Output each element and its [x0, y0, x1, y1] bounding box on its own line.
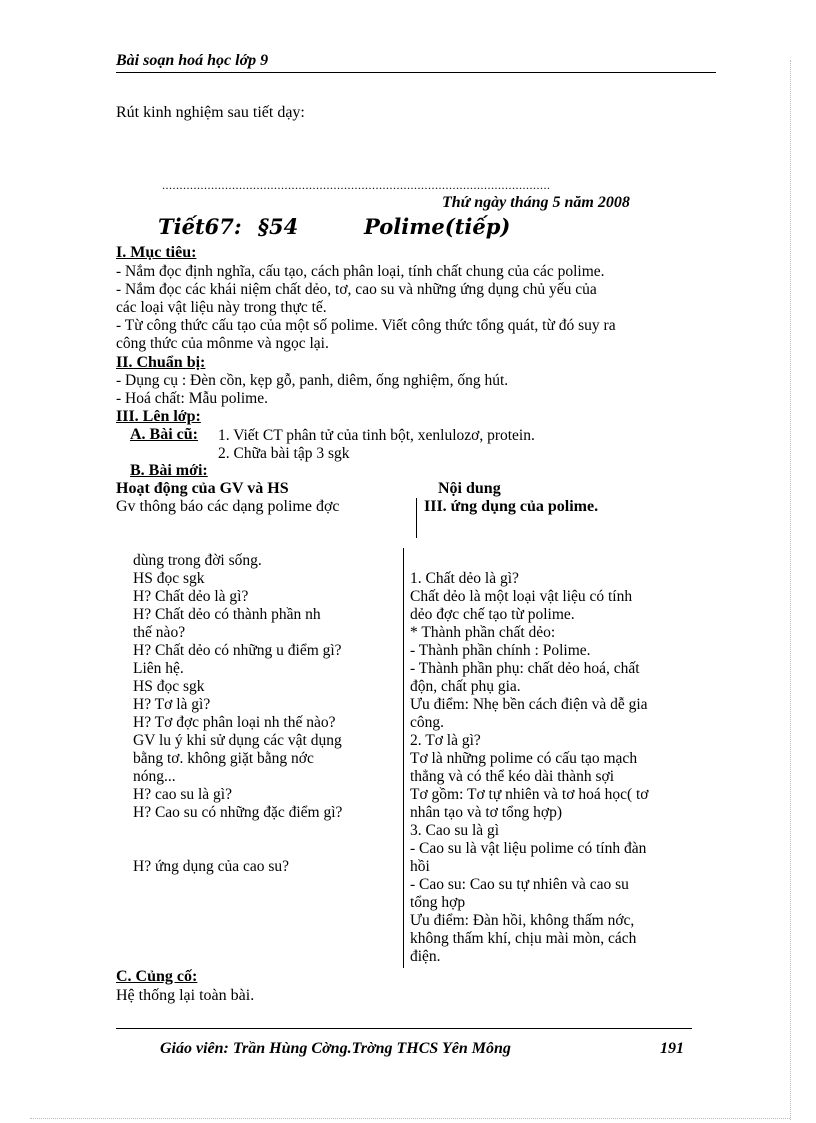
activity-line: H? Tơ đợc phân loại nh thế nào?: [133, 714, 336, 731]
preparation-line: - Dụng cụ : Đèn cồn, kẹp gỗ, panh, diêm, ống nghiệm, ống hút.: [116, 372, 509, 389]
content-column: [410, 552, 649, 966]
header-rule: [116, 72, 716, 73]
preparation-heading: II. Chuẩn bị:: [116, 354, 206, 371]
dotted-line: ...............................................................................................................: [162, 178, 551, 192]
document-header-title: Bài soạn hoá học lớp 9: [116, 52, 269, 69]
content-line: - Thành phần chính : Polime.: [410, 642, 591, 659]
content-line: tổng hợp: [410, 894, 466, 911]
activity-line: nóng...: [133, 768, 176, 785]
content-line: 3. Cao su là gì: [410, 822, 500, 839]
activity-line: HS đọc sgk: [133, 678, 205, 695]
objective-line: công thức của mônme và ngọc lại.: [116, 335, 329, 352]
lesson-number: Tiết67:: [158, 214, 242, 239]
content-line: Tơ là những polime có cấu tạo mạch: [410, 750, 638, 767]
activity-line: H? cao su là gì?: [133, 786, 232, 803]
content-line: - Thành phần phụ: chất dẻo hoá, chất: [410, 660, 640, 677]
old-lesson-list: [218, 427, 535, 463]
content-line: độn, chất phụ gia.: [410, 678, 521, 695]
activity-line: H? Chất dẻo là gì?: [133, 588, 249, 605]
activity-line: H? Cao su có những đặc điểm gì?: [133, 804, 343, 821]
page-number: 191: [660, 1040, 684, 1057]
objective-line: - Nắm đọc các khái niệm chất dẻo, tơ, cao su và những ứng dụng chủ yếu của: [116, 281, 597, 298]
lesson-title: Polime(tiếp): [364, 214, 511, 239]
preparation-line: - Hoá chất: Mẫu polime.: [116, 390, 268, 407]
old-lesson-line: 2. Chữa bài tập 3 sgk: [218, 445, 350, 462]
footer-rule: [116, 1028, 692, 1029]
consolidation-text: Hệ thống lại toàn bài.: [116, 987, 255, 1004]
content-line: - Cao su: Cao su tự nhiên và cao su: [410, 876, 629, 893]
activity-line: H? ứng dụng của cao su?: [133, 858, 290, 875]
activity-line: dùng trong đời sống.: [133, 552, 262, 569]
objectives-heading: I. Mục tiêu:: [116, 244, 197, 261]
activity-line: [133, 840, 342, 858]
old-lesson-label: A. Bài cũ:: [130, 426, 198, 443]
activity-line: bằng tơ. không giặt bằng nớc: [133, 750, 314, 767]
content-line: công.: [410, 714, 445, 731]
activity-line: GV lu ý khi sử dụng các vật dụng: [133, 732, 342, 749]
lesson-section: §54: [258, 214, 299, 239]
column-divider: [403, 548, 404, 968]
activity-line: Liên hệ.: [133, 660, 184, 677]
content-line: 1. Chất dẻo là gì?: [410, 570, 519, 587]
activity-line: H? Tơ là gì?: [133, 696, 211, 713]
table-right-header: Nội dung: [438, 480, 501, 497]
objective-line: các loại vật liệu này trong thực tế.: [116, 299, 327, 316]
content-line: hồi: [410, 858, 430, 875]
content-line: * Thành phần chất dẻo:: [410, 624, 556, 641]
activity-line: [133, 822, 342, 840]
content-line: Chất dẻo là một loại vật liệu có tính: [410, 588, 633, 605]
preparation-list: [116, 372, 508, 408]
activity-line: H? Chất dẻo có thành phần nh: [133, 606, 321, 623]
content-line: Ưu điểm: Nhẹ bền cách điện và dễ gia: [410, 696, 648, 713]
content-line: - Cao su là vật liệu polime có tính đàn: [410, 840, 647, 857]
content-line: Ưu điểm: Đàn hồi, không thấm nớc,: [410, 912, 635, 929]
objective-line: - Từ công thức cấu tạo của một số polime. Viết công thức tổng quát, từ đó suy ra: [116, 317, 616, 334]
content-line: Tơ gồm: Tơ tự nhiên và tơ hoá học( tơ: [410, 786, 649, 803]
footer-teacher: Giáo viên: Trần Hùng Cờng.Trờng THCS Yên Mông: [160, 1040, 511, 1057]
activity-line: H? Chất dẻo có những u điểm gì?: [133, 642, 342, 659]
column-divider-top: [416, 498, 417, 538]
content-line: nhân tạo và tơ tổng hợp): [410, 804, 562, 821]
activity-line: thế nào?: [133, 624, 186, 641]
content-line: dẻo đợc chế tạo từ polime.: [410, 606, 575, 623]
review-label: Rút kinh nghiệm sau tiết dạy:: [116, 104, 305, 121]
table-right-first: III. ứng dụng của polime.: [424, 498, 599, 515]
new-lesson-label: B. Bài mới:: [130, 462, 208, 479]
teacher-activity-column: [133, 552, 342, 876]
table-left-header: Hoạt động của GV và HS: [116, 480, 289, 497]
page-edge-dots-bottom: [30, 1118, 790, 1119]
content-line: 2. Tơ là gì?: [410, 732, 481, 749]
date-line: Thứ ngày tháng 5 năm 2008: [442, 194, 630, 211]
table-left-first: Gv thông báo các dạng polime đợc: [116, 498, 340, 515]
content-line: không thấm khí, chịu mài mòn, cách: [410, 930, 637, 947]
objectives-list: [116, 263, 616, 353]
content-line: thẳng và có thể kéo dài thành sợi: [410, 768, 615, 785]
steps-heading: III. Lên lớp:: [116, 408, 201, 425]
content-line: điện.: [410, 948, 441, 965]
activity-line: HS đọc sgk: [133, 570, 205, 587]
consolidation-heading: C. Củng cố:: [116, 968, 198, 985]
content-line: [410, 552, 649, 570]
old-lesson-line: 1. Viết CT phân tử của tinh bột, xenlulozơ, protein.: [218, 427, 535, 444]
page-edge-dots-right: [790, 60, 791, 1120]
objective-line: - Nắm đọc định nghĩa, cấu tạo, cách phân loại, tính chất chung của các polime.: [116, 263, 605, 280]
